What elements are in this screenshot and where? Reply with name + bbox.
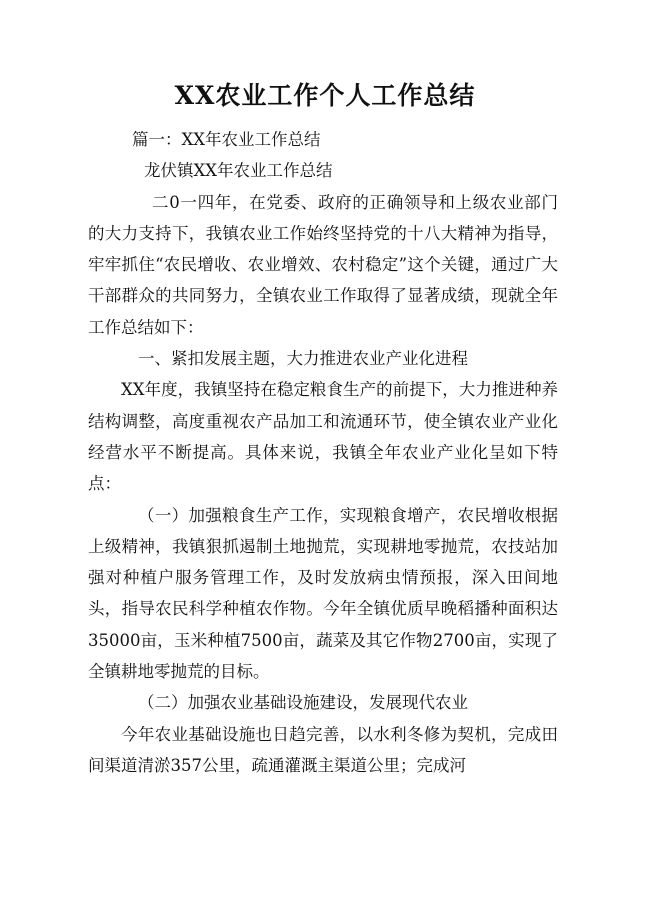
- section-heading: 一、紧扣发展主题，大力推进农业产业化进程: [138, 349, 468, 369]
- section-body-paragraph: XX年度，我镇坚持在稳定粮食生产的前提下，大力推进种养结构调整，高度重视农产品加工和流通环节，使全镇农业产业化经营水平不断提高。具体来说，我镇全年农业产业化呈如下特点：: [88, 380, 558, 494]
- item-body-paragraph: 今年农业基础设施也日趋完善，以水利冬修为契机，完成田间渠道清淤357公里，疏通灌溉主渠道公里；完成河: [88, 724, 558, 775]
- document-title: XX农业工作个人工作总结: [174, 81, 476, 110]
- item-paragraph: （一）加强粮食生产工作，实现粮食增产，农民增收根据上级精神，我镇狠抓遏制土地抛荒，实现耕地零抛荒，农技站加强对种植户服务管理工作，及时发放病虫情预报，深入田间地头，指导农民科学种植农作物。今年全镇优质早晚稻播种面积达35000亩，玉米种植7500亩，蔬菜及其它作物2700亩，实现了全镇耕地零抛荒的目标。: [88, 505, 558, 682]
- org-heading: 龙伏镇XX年农业工作总结: [144, 161, 333, 181]
- intro-paragraph: 二0一四年，在党委、政府的正确领导和上级农业部门的大力支持下，我镇农业工作始终坚持党的十八大精神为指导，牢牢抓住“农民增收、农业增效、农村稳定”这个关键，通过广大干部群众的共同努力，全镇农业工作取得了显著成绩，现就全年工作总结如下：: [88, 192, 558, 337]
- subtitle-line: 篇一：XX年农业工作总结: [132, 130, 321, 149]
- item-heading: （二）加强农业基础设施建设，发展现代农业: [138, 693, 468, 713]
- document-body: [88, 124, 558, 781]
